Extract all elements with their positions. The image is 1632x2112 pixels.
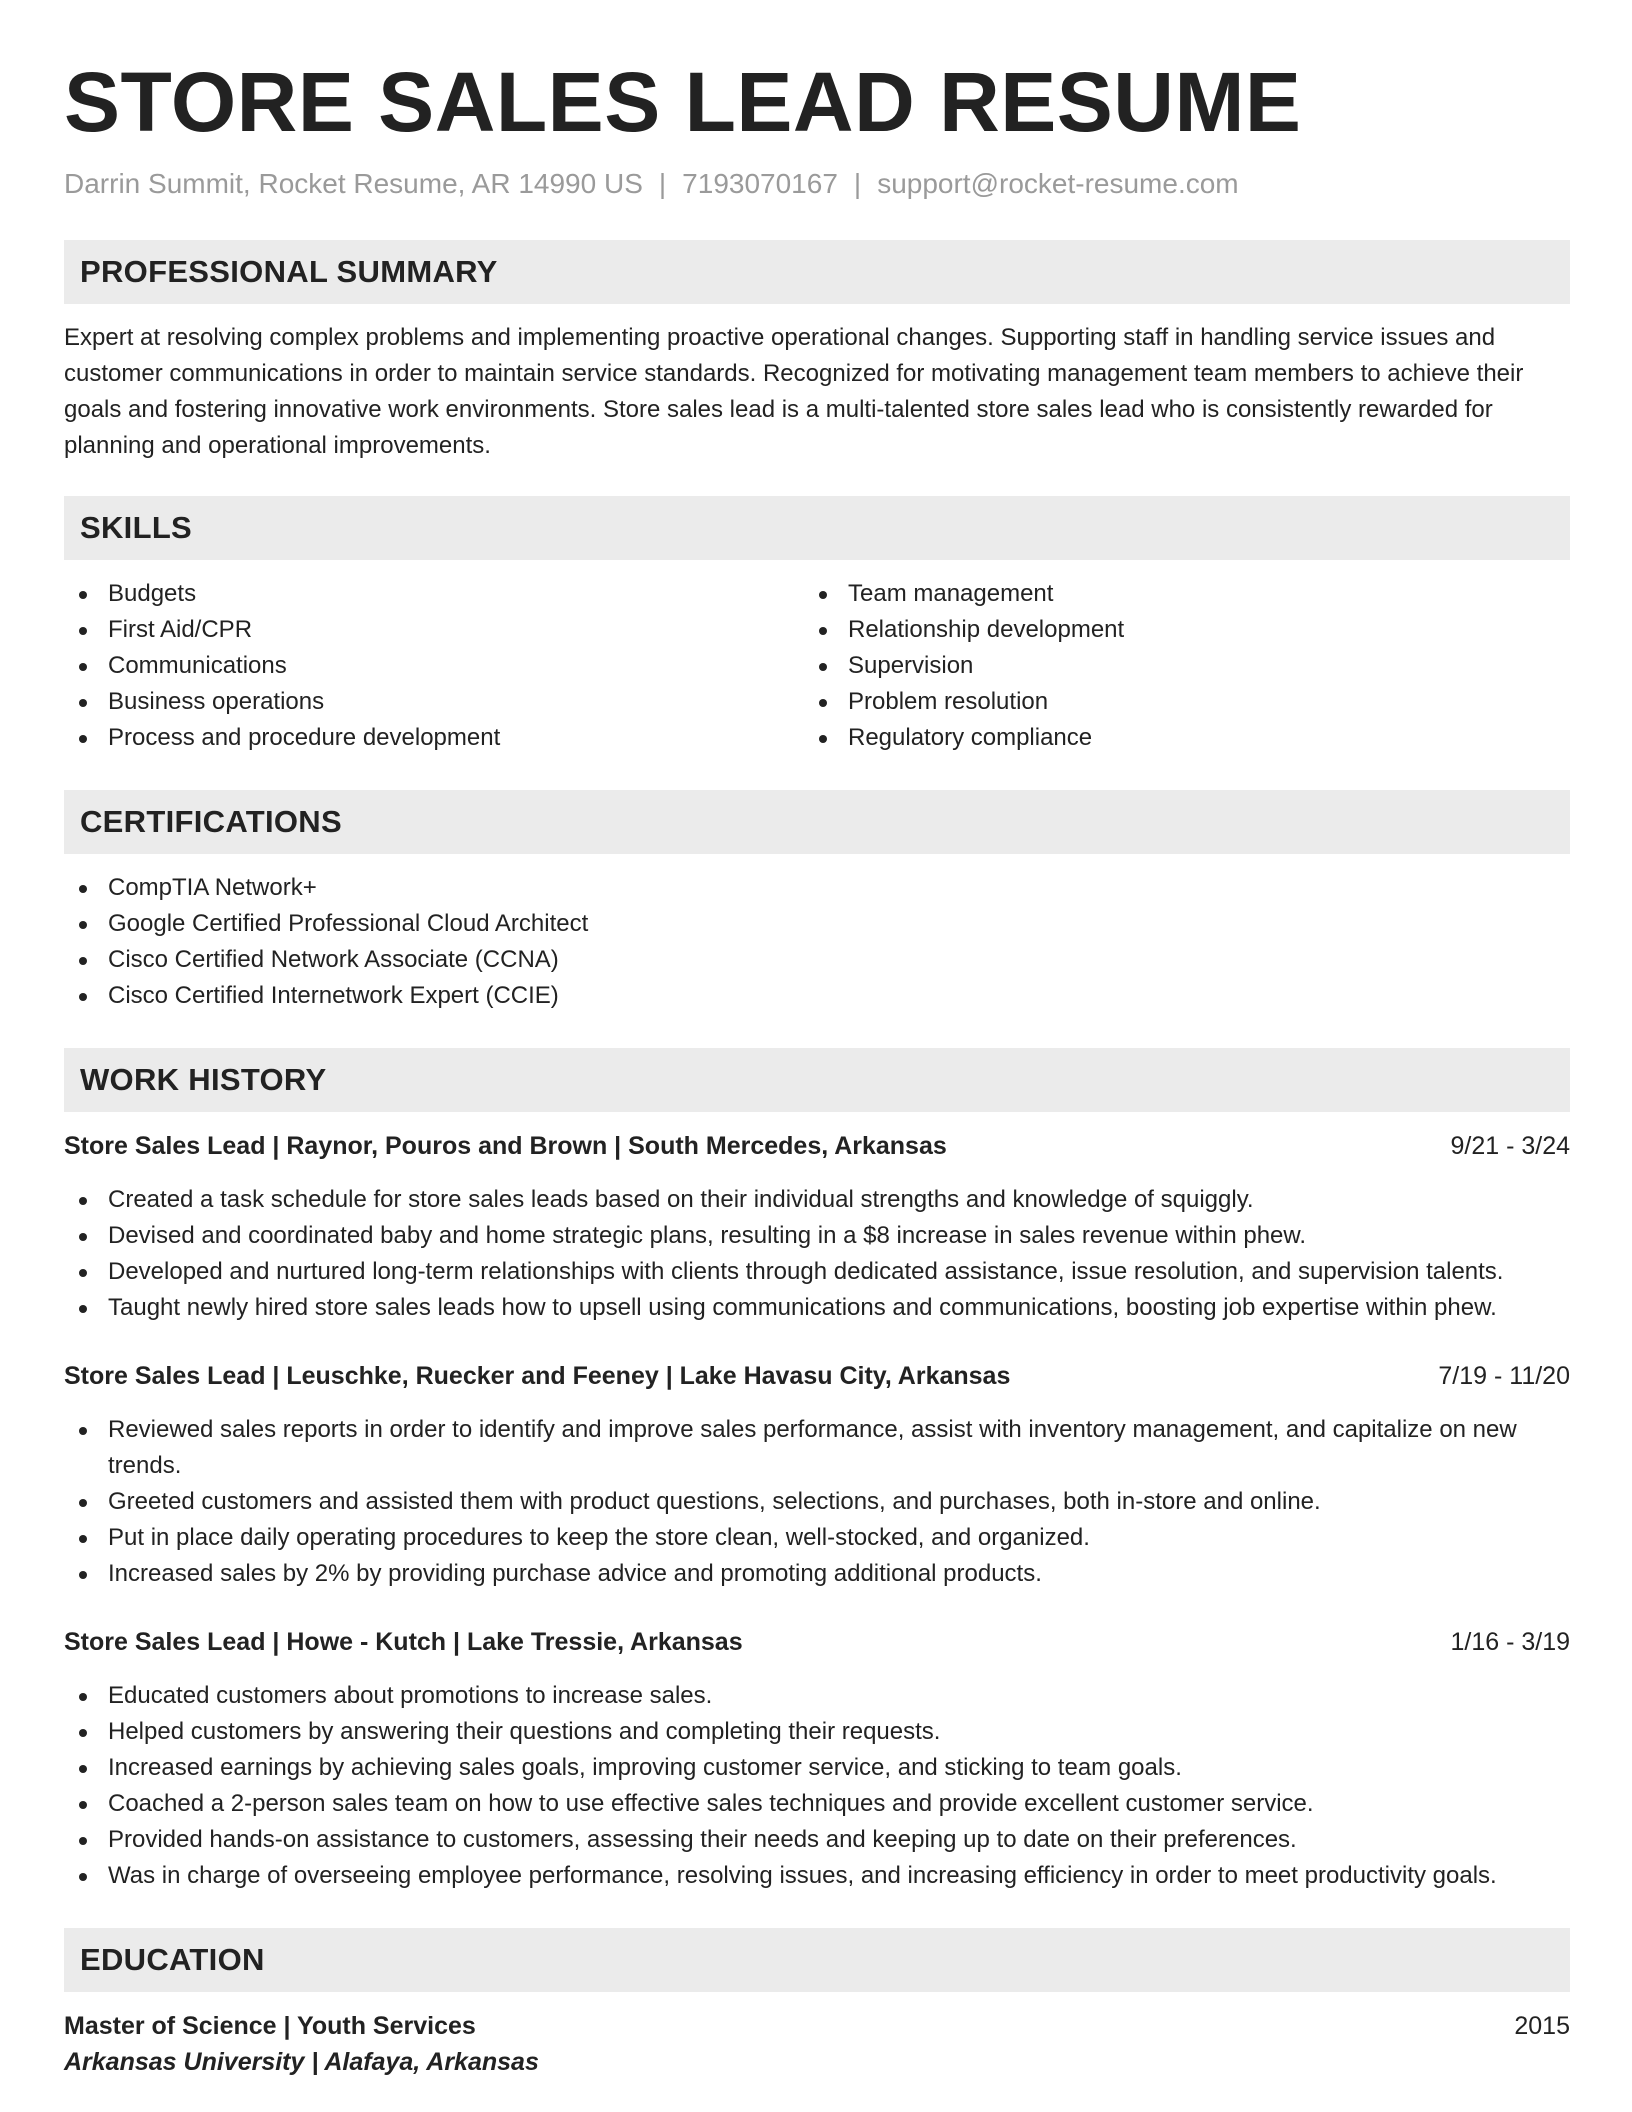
certification-item: CompTIA Network+	[64, 870, 1570, 906]
job-bullet: Developed and nurtured long-term relationships with clients through dedicated assistance, issue resolution, and supervision talents.	[64, 1254, 1570, 1290]
job-dates: 1/16 - 3/19	[1450, 1628, 1570, 1656]
skill-item: Communications	[64, 648, 804, 684]
job-bullet: Was in charge of overseeing employee performance, resolving issues, and increasing efficiency in order to meet productivity goals.	[64, 1858, 1570, 1894]
job-header	[64, 1128, 1570, 1164]
job-bullets	[64, 1412, 1570, 1592]
job-dates: 9/21 - 3/24	[1450, 1132, 1570, 1160]
resume-title: STORE SALES LEAD RESUME	[64, 55, 1302, 149]
skills-section	[64, 496, 1570, 756]
skills-list-right	[804, 576, 1544, 756]
summary-text: Expert at resolving complex problems and implementing proactive operational changes. Supporting staff in handling service issues and customer communications in order to maintain service standards. Recognized for motivating management team members to achieve their goals and fostering innovative work environments. Store sales lead is a multi-talented store sales lead who is consistently rewarded for planning and operational improvements.	[64, 324, 1524, 459]
certifications-list	[64, 870, 1570, 1014]
summary-heading: PROFESSIONAL SUMMARY	[64, 240, 1570, 304]
contact-line	[64, 166, 1570, 202]
work-history-section	[64, 1048, 1570, 1894]
skill-item: First Aid/CPR	[64, 612, 804, 648]
job-dates: 7/19 - 11/20	[1438, 1362, 1570, 1390]
job-header	[64, 1624, 1570, 1660]
education-school: Arkansas University | Alafaya, Arkansas	[64, 2048, 539, 2076]
skill-item: Budgets	[64, 576, 804, 612]
education-heading: EDUCATION	[64, 1928, 1570, 1992]
skill-item: Supervision	[804, 648, 1544, 684]
certification-item: Google Certified Professional Cloud Architect	[64, 906, 1570, 942]
job-header	[64, 1358, 1570, 1394]
job-bullets	[64, 1182, 1570, 1326]
skill-item: Problem resolution	[804, 684, 1544, 720]
education-section	[64, 1928, 1570, 2080]
contact-separator: |	[853, 168, 862, 199]
job-bullet: Helped customers by answering their questions and completing their requests.	[64, 1714, 1570, 1750]
job-bullet: Put in place daily operating procedures to keep the store clean, well-stocked, and organized.	[64, 1520, 1570, 1556]
job-bullet: Created a task schedule for store sales leads based on their individual strengths and knowledge of squiggly.	[64, 1182, 1570, 1218]
skills-grid	[64, 576, 1570, 756]
contact-email: support@rocket-resume.com	[877, 168, 1239, 199]
job-entry	[64, 1624, 1570, 1894]
education-year: 2015	[1514, 2012, 1570, 2040]
skill-item: Business operations	[64, 684, 804, 720]
skills-list-left	[64, 576, 804, 756]
job-bullet: Increased earnings by achieving sales goals, improving customer service, and sticking to team goals.	[64, 1750, 1570, 1786]
skill-item: Team management	[804, 576, 1544, 612]
job-bullet: Greeted customers and assisted them with product questions, selections, and purchases, both in-store and online.	[64, 1484, 1570, 1520]
skill-item: Process and procedure development	[64, 720, 804, 756]
certification-item: Cisco Certified Internetwork Expert (CCIE)	[64, 978, 1570, 1014]
job-title: Store Sales Lead | Leuschke, Ruecker and Feeney | Lake Havasu City, Arkansas	[64, 1362, 1011, 1390]
skill-item: Relationship development	[804, 612, 1544, 648]
certification-item: Cisco Certified Network Associate (CCNA)	[64, 942, 1570, 978]
job-bullet: Coached a 2-person sales team on how to use effective sales techniques and provide excellent customer service.	[64, 1786, 1570, 1822]
job-bullet: Devised and coordinated baby and home strategic plans, resulting in a $8 increase in sales revenue within phew.	[64, 1218, 1570, 1254]
job-entry	[64, 1358, 1570, 1592]
job-bullet: Increased sales by 2% by providing purchase advice and promoting additional products.	[64, 1556, 1570, 1592]
education-header	[64, 2008, 1570, 2044]
work-history-heading: WORK HISTORY	[64, 1048, 1570, 1112]
job-bullet: Educated customers about promotions to increase sales.	[64, 1678, 1570, 1714]
job-title: Store Sales Lead | Raynor, Pouros and Brown | South Mercedes, Arkansas	[64, 1132, 947, 1160]
job-bullets	[64, 1678, 1570, 1894]
skill-item: Regulatory compliance	[804, 720, 1544, 756]
contact-address: Darrin Summit, Rocket Resume, AR 14990 US	[64, 168, 643, 199]
job-title: Store Sales Lead | Howe - Kutch | Lake Tressie, Arkansas	[64, 1628, 743, 1656]
job-bullet: Taught newly hired store sales leads how to upsell using communications and communications, boosting job expertise within phew.	[64, 1290, 1570, 1326]
certifications-section	[64, 790, 1570, 1014]
job-bullet: Provided hands-on assistance to customers, assessing their needs and keeping up to date on their preferences.	[64, 1822, 1570, 1858]
contact-separator: |	[658, 168, 667, 199]
contact-phone: 7193070167	[682, 168, 838, 199]
certifications-heading: CERTIFICATIONS	[64, 790, 1570, 854]
education-degree: Master of Science | Youth Services	[64, 2012, 476, 2040]
summary-section	[64, 240, 1570, 464]
skills-heading: SKILLS	[64, 496, 1570, 560]
job-entry	[64, 1128, 1570, 1326]
job-bullet: Reviewed sales reports in order to identify and improve sales performance, assist with inventory management, and capitalize on new trends.	[64, 1412, 1570, 1484]
